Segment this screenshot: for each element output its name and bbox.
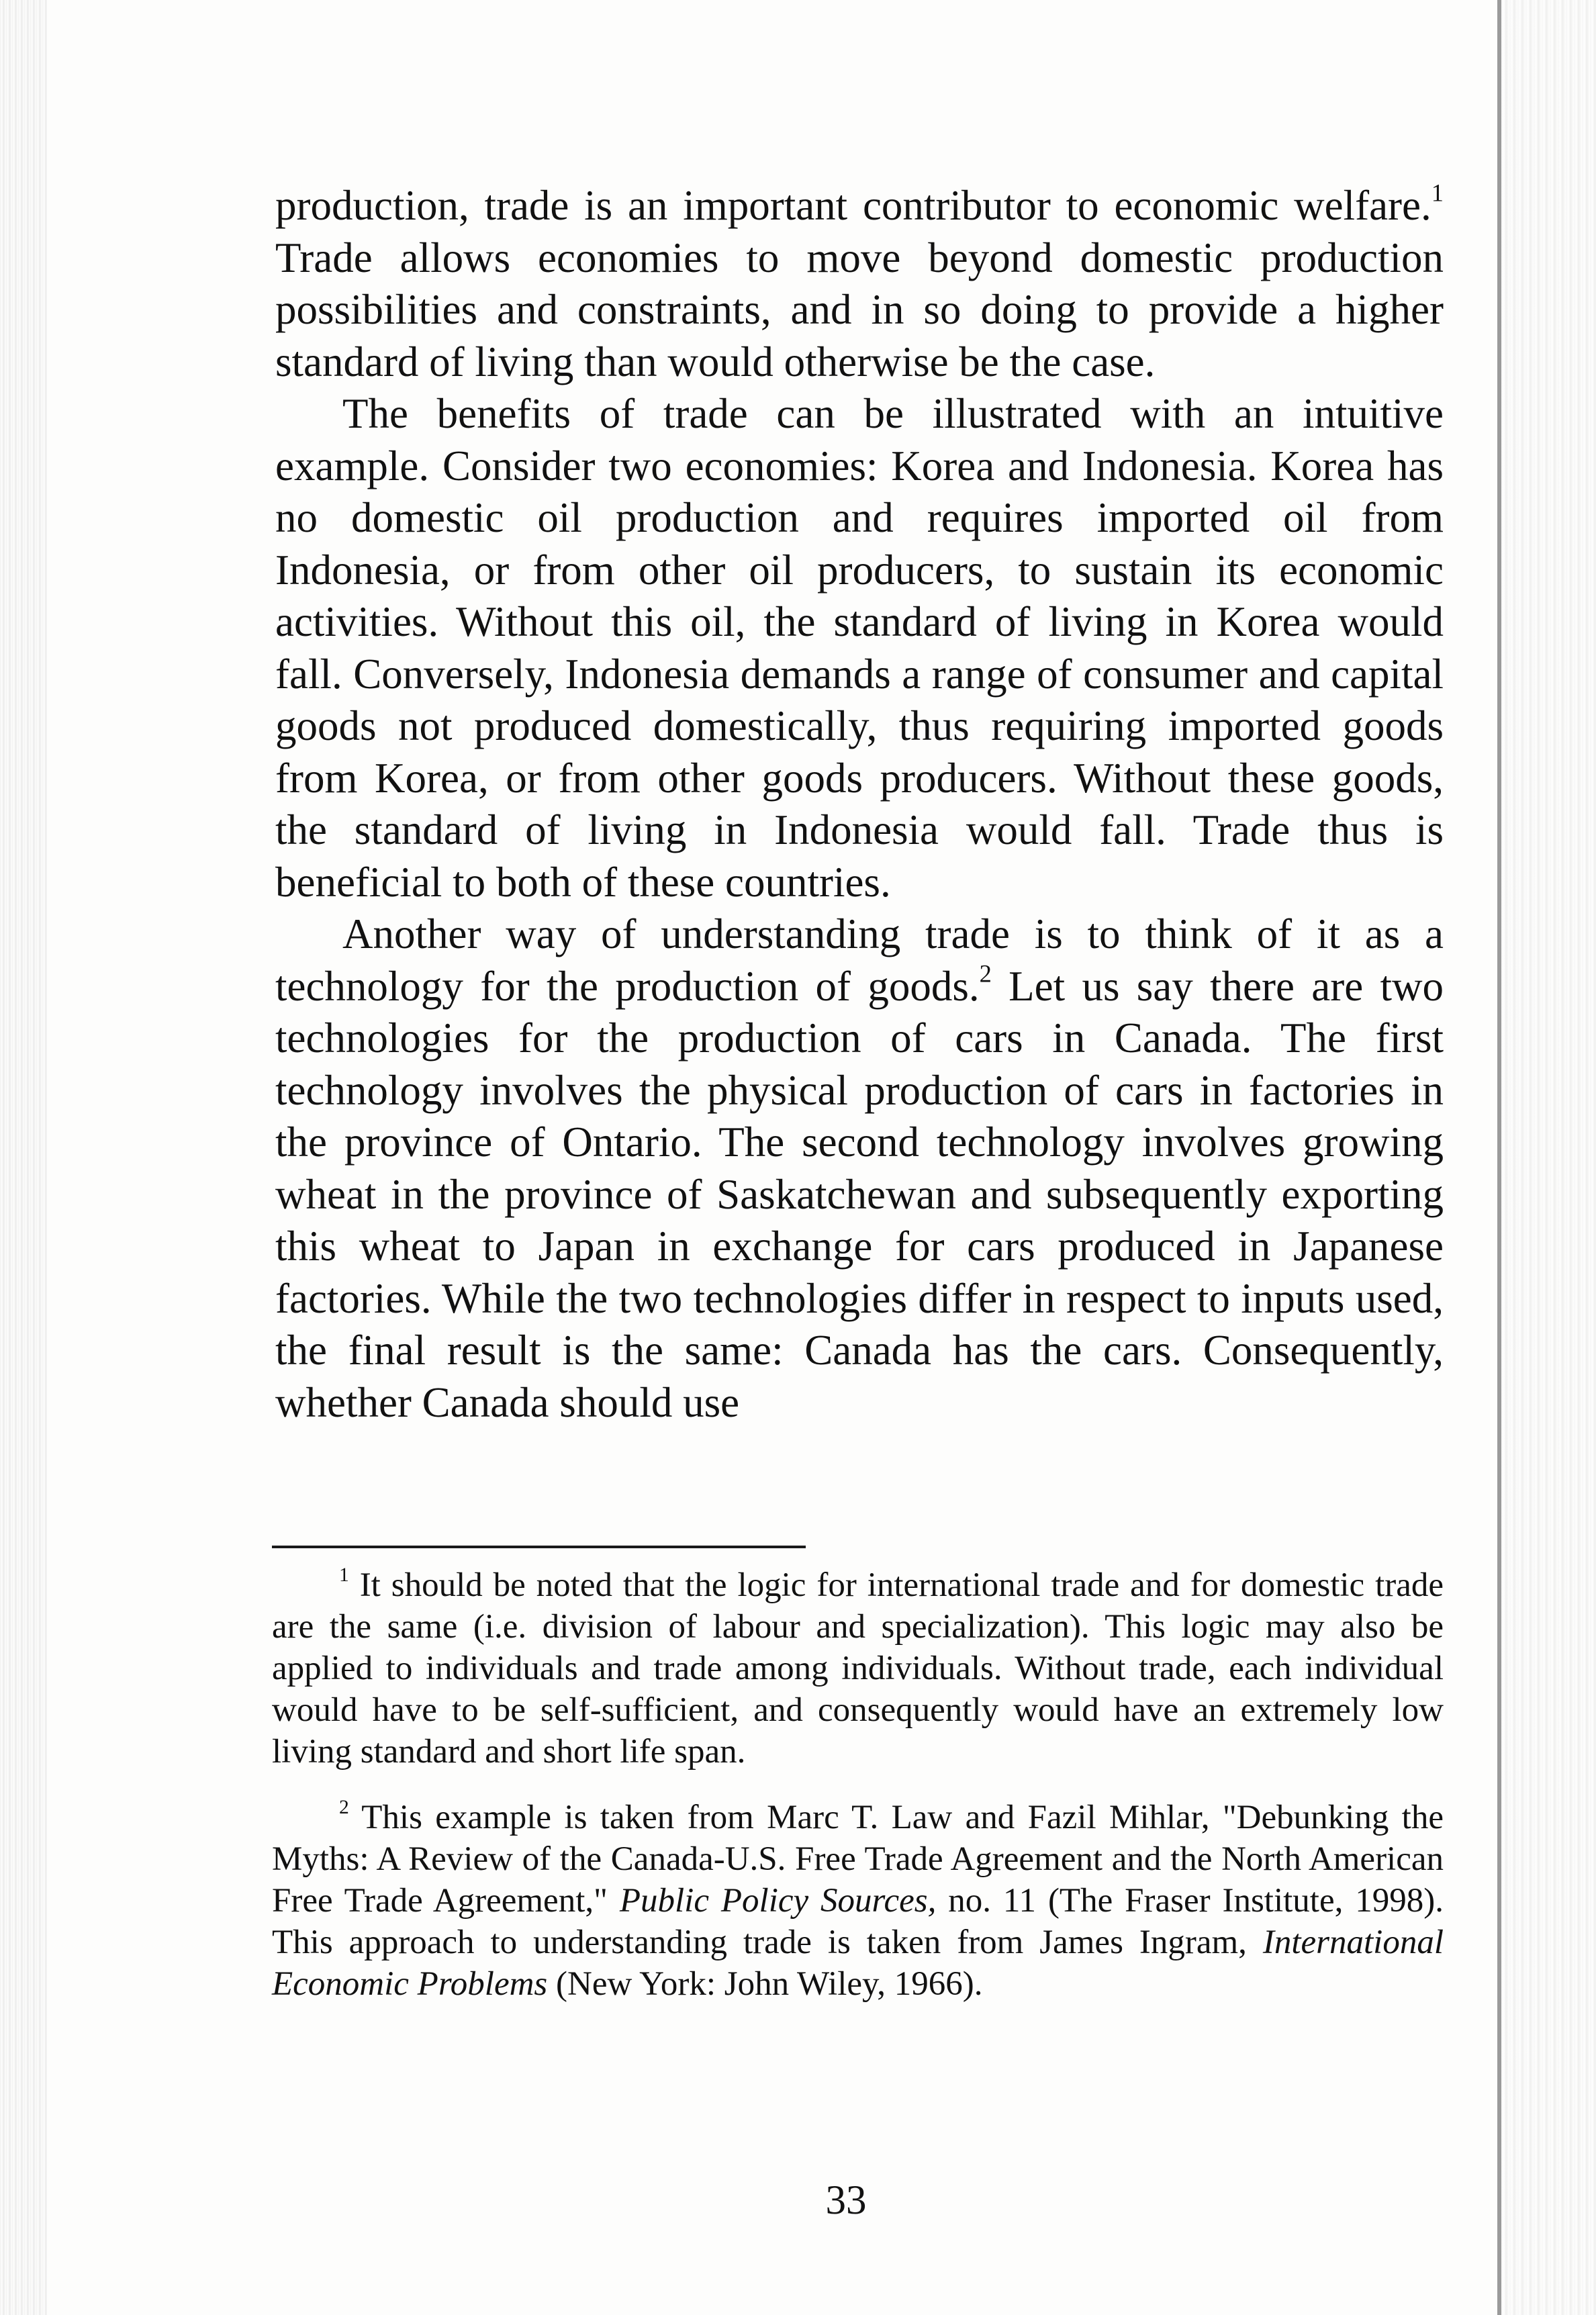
footnote-2-marker: 2: [339, 1796, 349, 1818]
footnote-1-text: It should be noted that the logic for international trade and for domestic trade are the same (i.e. division of labour and specialization). This logic may also be applied to individuals and trade among individuals. Without trade, each individual would have to be self-sufficient, and consequently would have an extremely low living standard and short life span.: [272, 1566, 1444, 1770]
paragraph-1: [275, 180, 1444, 388]
footnote-1-marker: 1: [339, 1564, 349, 1586]
footnote-2-text-end: (New York: John Wiley, 1966).: [547, 1965, 983, 2003]
footnote-2: [272, 1797, 1444, 2005]
footnote-divider: [272, 1546, 806, 1548]
paragraph-1-text: production, trade is an important contributor to economic welfare.: [275, 182, 1431, 229]
footnote-2-text-cont: no. 11 (The Fraser Institute, 1998). This approach to understanding trade is taken from James Ingram,: [272, 1882, 1444, 1961]
footnote-ref-2: 2: [979, 959, 992, 988]
paragraph-3-text-cont: Let us say there are two technologies for the production of cars in Canada. The first technology involves the physical production of cars in factories in the province of Ontario. The second technology involves growing wheat in the province of Saskatchewan and subsequently exporting this wheat to Japan in exchange for cars produced in Japanese factories. While the two technologies differ in respect to inputs used, the final result is the same: Canada has the cars. Consequently, whether Canada should use: [275, 962, 1444, 1426]
footnote-2-text: This example is taken from Marc T. Law and Fazil Mihlar, "Debunking the Myths: A Review of the Canada-U.S. Free Trade Agreement and the North American Free Trade Agreement,": [272, 1799, 1444, 1920]
footnote-1: [272, 1564, 1444, 1773]
scan-right-edge: [1501, 0, 1596, 2315]
footnote-ref-1: 1: [1431, 179, 1444, 207]
page-number: 33: [825, 2178, 867, 2223]
footnotes: [272, 1564, 1444, 2029]
scan-spine-edge: [0, 0, 47, 2315]
footnote-2-journal-title: Public Policy Sources,: [619, 1882, 937, 1920]
paragraph-1-text-cont: Trade allows economies to move beyond domestic production possibilities and constraints, and in so doing to provide a higher standard of living than would otherwise be the case.: [275, 234, 1444, 385]
paragraph-3-text: Another way of understanding trade is to think of it as a technology for the production of goods.: [275, 910, 1444, 1010]
paragraph-3: [275, 908, 1444, 1429]
body-text: [275, 180, 1444, 1429]
footnote-2-book-title: International Economic Problems: [272, 1924, 1444, 2003]
paragraph-2: The benefits of trade can be illustrated with an intuitive example. Consider two economies: Korea and Indonesia. Korea has no domestic oil production and requires imported oil from Indonesia, or from other oil producers, to sustain its economic activities. Without this oil, the standard of living in Korea would fall. Conversely, Indonesia demands a range of consumer and capital goods not produced domestically, thus requiring imported goods from Korea, or from other goods producers. Without these goods, the standard of living in Indonesia would fall. Trade thus is beneficial to both of these countries.: [275, 390, 1444, 906]
